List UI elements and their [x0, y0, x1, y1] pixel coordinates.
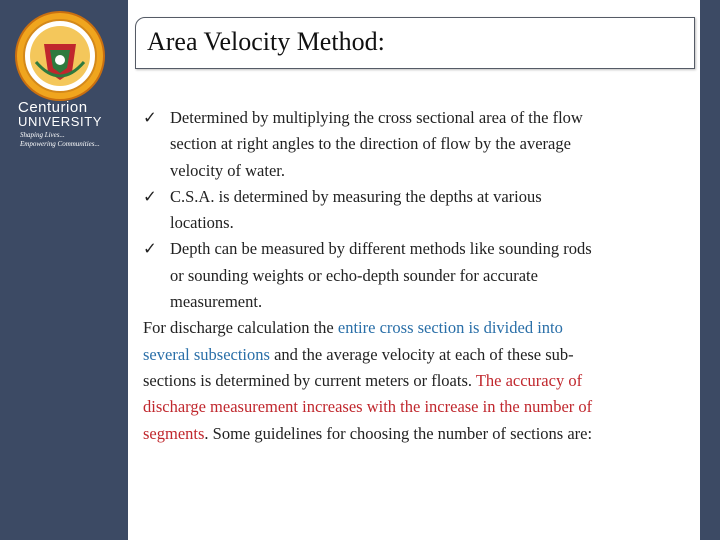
bullet-line: or sounding weights or echo-depth sounder for accurate	[170, 265, 538, 285]
paragraph-line	[143, 342, 691, 368]
tagline-line-1: Shaping Lives...	[20, 131, 65, 139]
slide-content	[143, 105, 691, 447]
tagline-line-2: Empowering Communities...	[20, 140, 100, 148]
highlight-text-blue: several subsections	[143, 344, 270, 364]
brand-tagline	[20, 131, 124, 149]
body-text: . Some guidelines for choosing the number of sections are:	[204, 423, 593, 443]
bullet-line: Determined by multiplying the cross sectional area of the flow	[170, 108, 583, 127]
left-sidebar	[0, 0, 128, 540]
highlight-text-red: The accuracy of	[475, 370, 583, 390]
university-seal-icon	[14, 10, 106, 102]
discharge-paragraph	[143, 315, 691, 446]
check-icon: ✓	[143, 239, 157, 259]
bullet-item	[143, 236, 691, 315]
highlight-text-red: discharge measurement increases with the increase in the number of	[143, 397, 593, 417]
bullet-line: C.S.A. is determined by measuring the depths at various	[170, 186, 542, 206]
bullet-item	[143, 184, 691, 237]
bullet-line: locations.	[170, 213, 234, 233]
bullet-line: velocity of water.	[170, 160, 286, 180]
slide-title: Area Velocity Method:	[147, 27, 385, 56]
bullet-line: Depth can be measured by different methods like sounding rods	[170, 239, 592, 259]
body-text: For discharge calculation the	[143, 318, 338, 338]
paragraph-line	[143, 315, 691, 341]
paragraph-line	[143, 394, 691, 420]
check-icon: ✓	[143, 108, 157, 127]
title-box	[135, 17, 695, 69]
check-icon: ✓	[143, 186, 157, 206]
paragraph-line	[143, 421, 691, 447]
highlight-text-blue: entire cross section is divided into	[337, 318, 563, 338]
university-logo	[14, 10, 106, 102]
paragraph-line	[143, 368, 691, 394]
right-edge-bar	[700, 0, 720, 540]
bullet-item	[143, 105, 691, 184]
brand-university: UNIVERSITY	[18, 114, 103, 129]
bullet-list	[143, 105, 691, 315]
brand-name: Centurion	[18, 99, 88, 116]
highlight-text-red: segments	[143, 423, 205, 443]
bullet-line: section at right angles to the direction of flow by the average	[170, 134, 571, 154]
bullet-line: measurement.	[170, 292, 263, 312]
body-text: sections is determined by current meters or floats.	[143, 370, 476, 390]
body-text: and the average velocity at each of these sub-	[269, 344, 574, 364]
